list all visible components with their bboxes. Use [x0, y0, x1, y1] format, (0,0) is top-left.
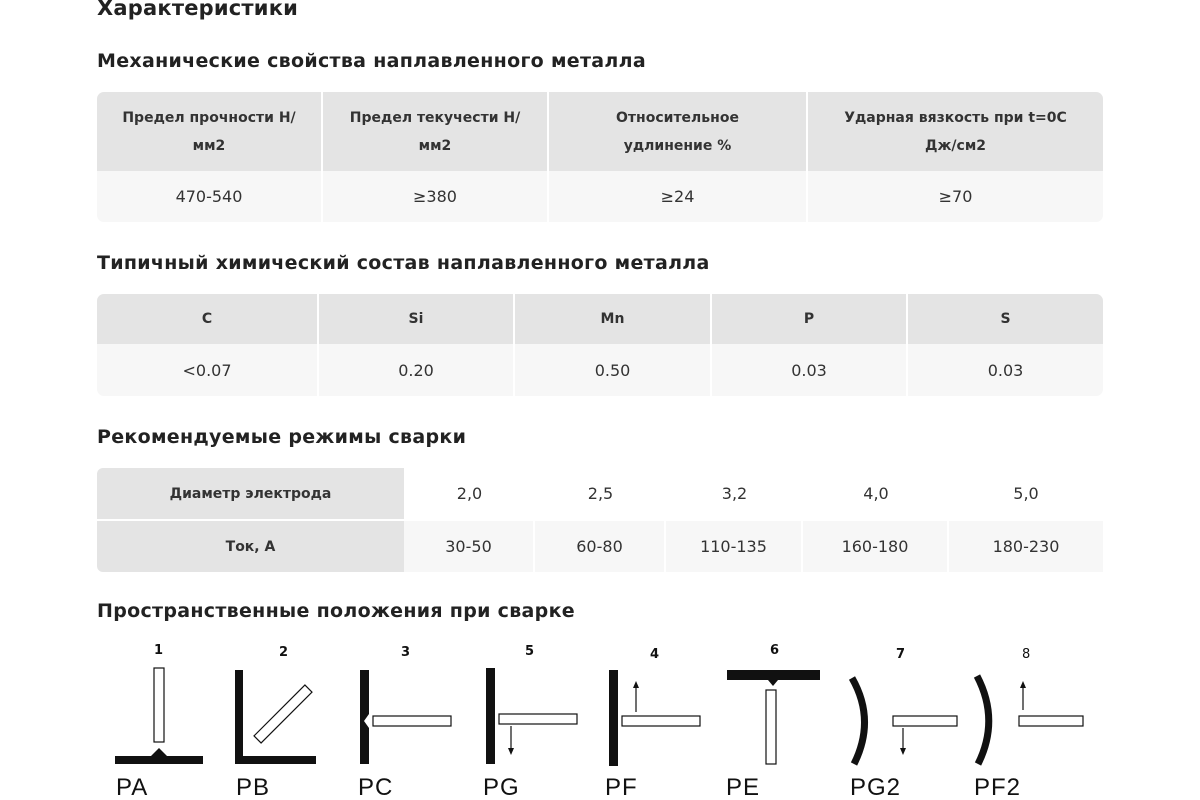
chem-value-c: <0.07 — [97, 344, 319, 396]
position-code: PB — [236, 774, 271, 800]
position-number: 8 — [1022, 647, 1031, 662]
current-value: 60-80 — [535, 521, 666, 572]
current-value: 160-180 — [803, 521, 949, 572]
position-pg-icon — [486, 668, 577, 764]
position-pb-icon — [235, 670, 316, 764]
mech-value-strength: 470-540 — [97, 171, 323, 222]
current-label: Ток, А — [97, 521, 404, 572]
diameter-value: 4,0 — [803, 468, 949, 519]
current-value: 180-230 — [949, 521, 1103, 572]
page-title: Характеристики — [97, 0, 299, 20]
position-number: 7 — [896, 647, 906, 662]
position-code: PC — [358, 774, 394, 800]
current-value: 110-135 — [666, 521, 803, 572]
modes-heading: Рекомендуемые режимы сварки — [97, 426, 467, 448]
diameter-value: 5,0 — [949, 468, 1103, 519]
mechanical-table — [97, 92, 1103, 222]
mech-header-yield: Предел текучести Н/ мм2 — [323, 92, 549, 171]
mech-value-impact: ≥70 — [938, 187, 973, 206]
chem-value-si: 0.20 — [319, 344, 515, 396]
mech-header-strength: Предел прочности Н/ мм2 — [97, 92, 323, 171]
position-number: 2 — [279, 645, 289, 660]
position-number: 5 — [525, 644, 535, 659]
diameter-value: 2,5 — [535, 468, 666, 519]
current-value: 30-50 — [404, 521, 535, 572]
position-pe-icon — [727, 670, 820, 764]
chem-value-s: 0.03 — [987, 360, 1024, 380]
position-pa-icon — [115, 668, 203, 764]
chem-header-mn: Mn — [515, 294, 712, 344]
mechanical-heading: Механические свойства наплавленного металла — [97, 50, 646, 72]
position-pc-icon — [360, 670, 451, 764]
positions-heading: Пространственные положения при сварке — [97, 600, 575, 622]
position-code: PG2 — [850, 774, 902, 800]
chem-header-si: Si — [319, 294, 515, 344]
position-code: PF2 — [974, 774, 1022, 800]
chemical-heading: Типичный химический состав наплавленного металла — [97, 252, 710, 274]
positions-diagram — [0, 640, 1200, 800]
position-number: 4 — [650, 647, 660, 662]
mech-value-elongation: ≥24 — [549, 171, 808, 222]
mech-value-yield: ≥380 — [323, 171, 549, 222]
current-row — [97, 521, 1103, 572]
diameter-value: 2,0 — [404, 468, 535, 519]
chem-header-p: P — [712, 294, 908, 344]
chem-value-mn: 0.50 — [515, 344, 712, 396]
position-pf-icon — [609, 670, 700, 766]
chem-value-p: 0.03 — [712, 344, 908, 396]
mech-header-impact: Ударная вязкость при t=0С Дж/см2 — [844, 109, 1067, 154]
chem-header-s: S — [1000, 311, 1011, 327]
position-number: 6 — [770, 643, 780, 658]
position-pf2-icon — [977, 676, 1083, 764]
diameter-value: 3,2 — [666, 468, 803, 519]
chemical-table — [97, 294, 1103, 396]
mech-header-elongation: Относительное удлинение % — [549, 92, 808, 171]
position-code: PF — [605, 774, 638, 800]
position-code: PG — [483, 774, 520, 800]
diameter-row — [97, 468, 1103, 519]
diameter-label: Диаметр электрода — [97, 468, 404, 519]
position-pg2-icon — [852, 678, 957, 764]
position-number: 1 — [154, 643, 164, 658]
position-code: PE — [726, 774, 761, 800]
chem-header-c: C — [97, 294, 319, 344]
position-number: 3 — [401, 645, 411, 660]
position-code: PA — [116, 774, 149, 800]
modes-table — [97, 468, 1103, 572]
